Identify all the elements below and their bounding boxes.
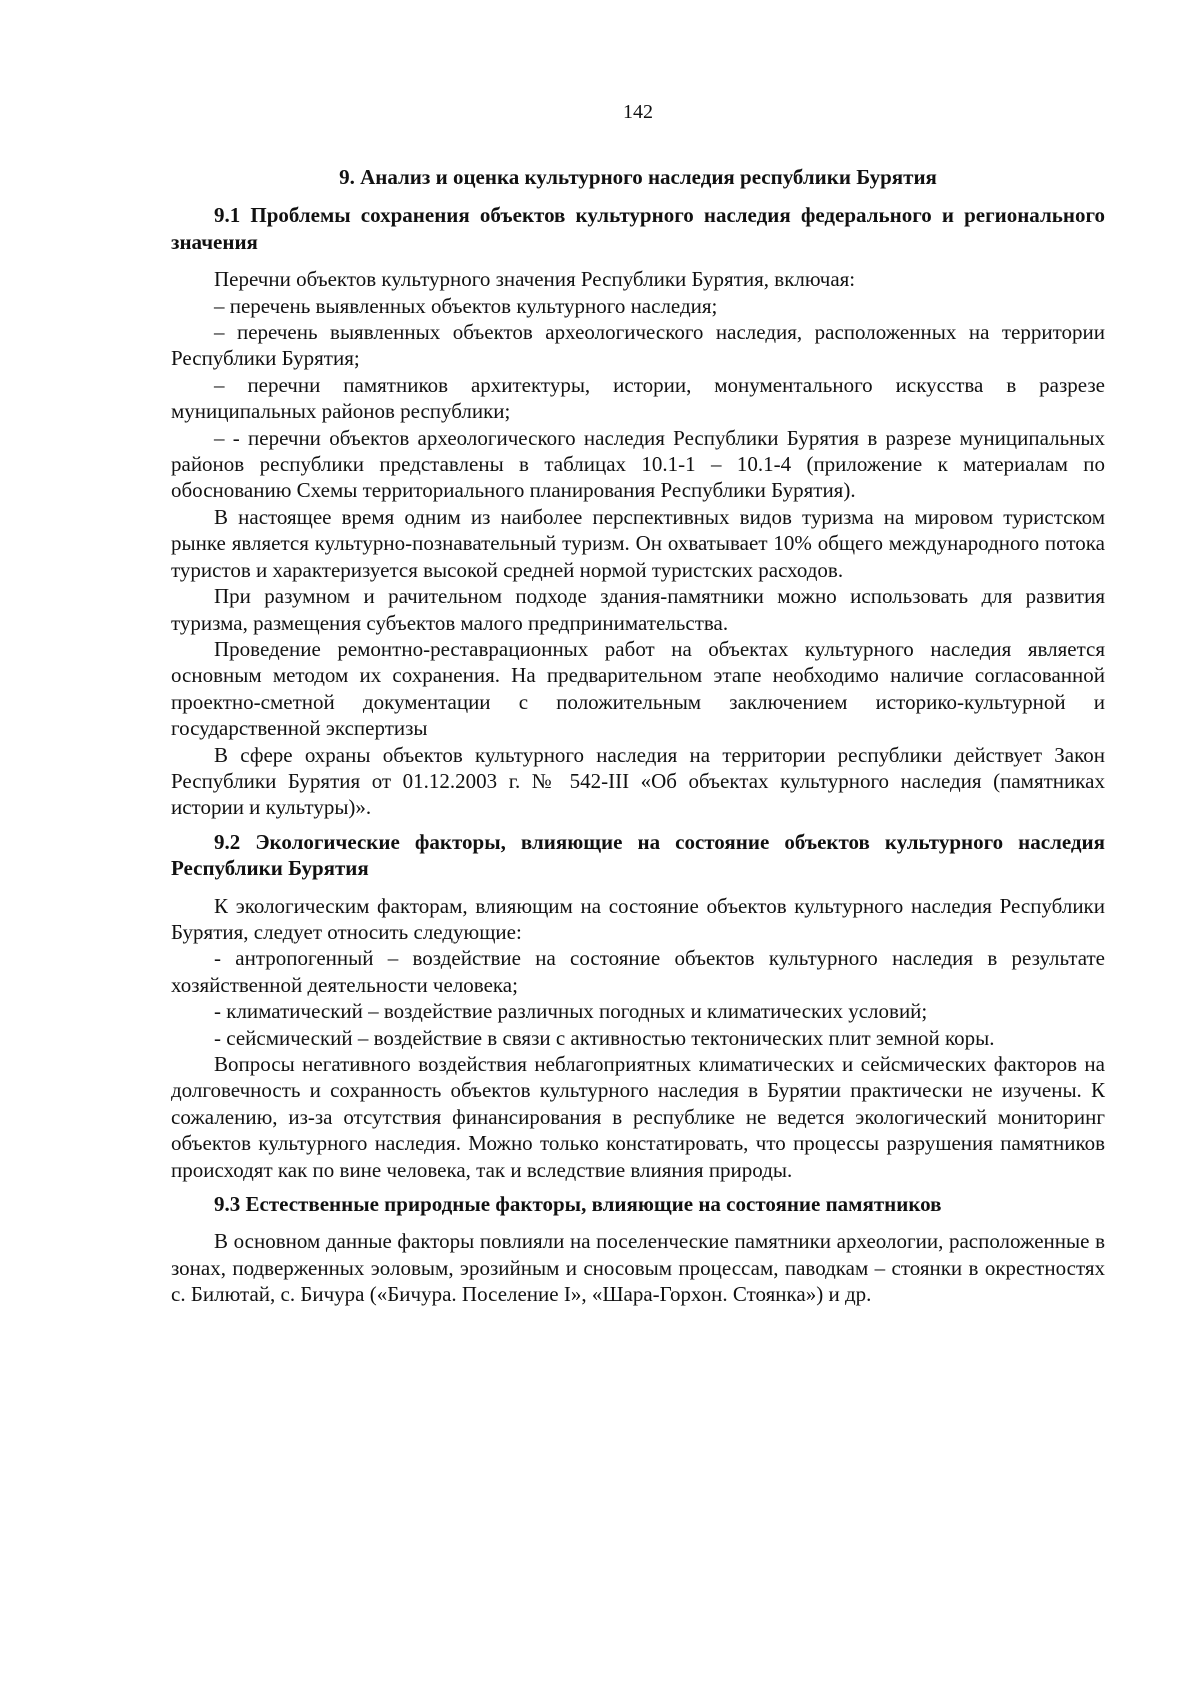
- paragraph: К экологическим факторам, влияющим на состояние объектов культурного наследия Республики Бурятия, следует относить следующие:: [171, 893, 1105, 944]
- paragraph: Вопросы негативного воздействия неблагоприятных климатических и сейсмических факторов на долговечность и сохранность объектов культурного наследия в Бурятии практически не изучены. К сожалению, из-за отсутствия финансирования в республике не ведется экологический мониторинг объектов культурного наследия. Можно только констатировать, что процессы разрушения памятников происходят как по вине человека, так и вследствие влияния природы.: [171, 1052, 1105, 1182]
- list-item: - сейсмический – воздействие в связи с активностью тектонических плит земной коры.: [214, 1025, 995, 1050]
- paragraph: При разумном и рачительном подходе здания-памятники можно использовать для развития туризма, размещения субъектов малого предпринимательства.: [171, 584, 1105, 635]
- list-item: – перечень выявленных объектов археологического наследия, расположенных на территории Республики Бурятия;: [171, 320, 1105, 371]
- section-title-9-3: 9.3 Естественные природные факторы, влияющие на состояние памятников: [214, 1192, 942, 1217]
- paragraph: В основном данные факторы повлияли на поселенческие памятники археологии, расположенные в зонах, подверженных эоловым, эрозийным и сносовым процессам, паводкам – стоянки в окрестностях с. Билютай, с. Бичура («Бичура. Поселение I», «Шара-Горхон. Стоянка») и др.: [171, 1229, 1105, 1307]
- list-item: - климатический – воздействие различных погодных и климатических условий;: [214, 999, 928, 1024]
- paragraph: В настоящее время одним из наиболее перспективных видов туризма на мировом туристском рынке является культурно-познавательный туризм. Он охватывает 10% общего международного потока туристов и характеризуется высокой средней нормой туристских расходов.: [171, 504, 1105, 582]
- section-title-9-2: 9.2 Экологические факторы, влияющие на состояние объектов культурного наследия Республики Бурятия: [171, 829, 1105, 881]
- section-title-9-1: 9.1 Проблемы сохранения объектов культурного наследия федерального и регионального значения: [171, 203, 1105, 254]
- list-item: – перечень выявленных объектов культурного наследия;: [214, 293, 718, 318]
- list-item: – перечни памятников архитектуры, истории, монументального искусства в разрезе муниципальных районов республики;: [171, 372, 1105, 424]
- list-item: - антропогенный – воздействие на состояние объектов культурного наследия в результате хозяйственной деятельности человека;: [171, 946, 1105, 997]
- paragraph: В сфере охраны объектов культурного наследия на территории республики действует Закон Республики Бурятия от 01.12.2003 г. № 542-III «Об объектах культурного наследия (памятниках истории и культуры)».: [171, 742, 1105, 820]
- list-item: – - перечни объектов археологического наследия Республики Бурятия в разрезе муниципальных районов республики представлены в таблицах 10.1-1 – 10.1-4 (приложение к материалам по обоснованию Схемы территориального планирования Республики Бурятия).: [171, 425, 1105, 503]
- paragraph: Перечни объектов культурного значения Республики Бурятия, включая:: [214, 267, 856, 292]
- chapter-title: 9. Анализ и оценка культурного наследия республики Бурятия: [339, 165, 937, 189]
- paragraph: Проведение ремонтно-реставрационных работ на объектах культурного наследия является основным методом их сохранения. На предварительном этапе необходимо наличие согласованной проектно-сметной документации с положительным заключением историко-культурной и государственной экспертизы: [171, 636, 1105, 741]
- page-number: 142: [623, 101, 653, 123]
- document-body: [171, 164, 1105, 1308]
